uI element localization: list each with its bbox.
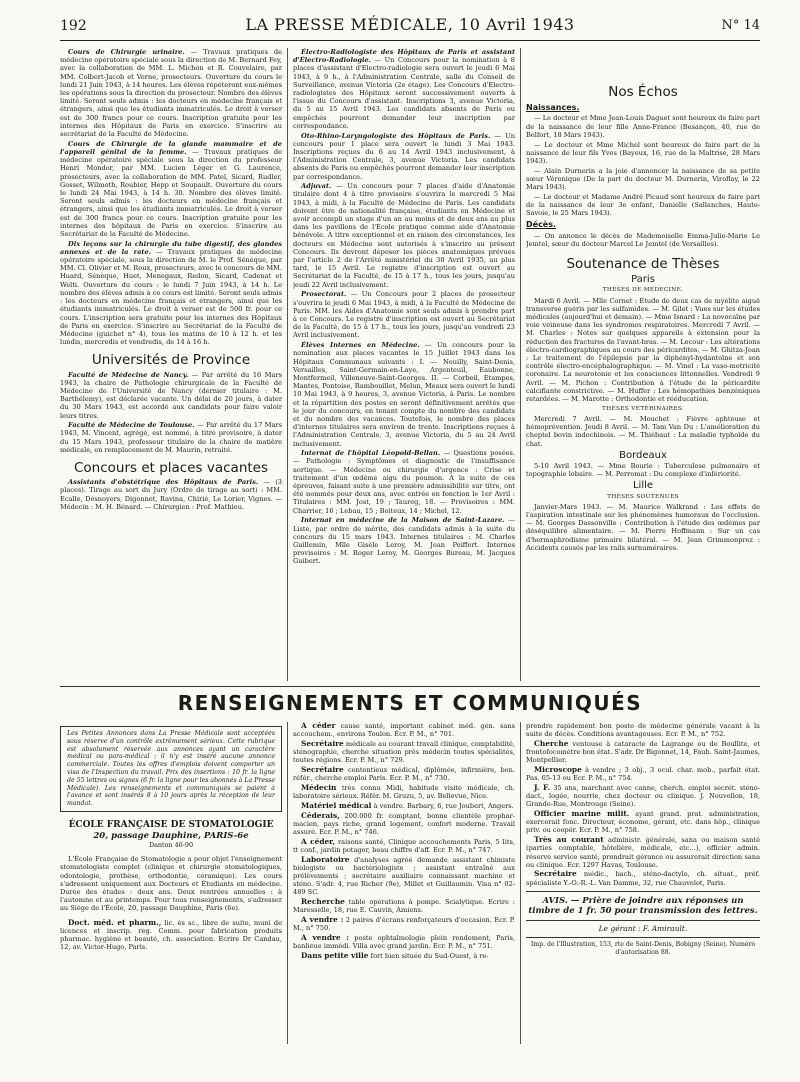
section-title-echos: Nos Échos xyxy=(608,84,678,100)
classified-ad: Céderais, 200.000 fr. comptant, bonne clientèle prophar-macien, pays riche, grand logement, confort moderne. Travail assuré. Ecr. P. M., n° 746. xyxy=(293,810,515,836)
article-prosectorat: Prosectorat. — Un Concours pour 2 places de prosecteur s'ouvrira le jeudi 6 Mai 1943, à midi, à la Faculté de Médecine de Paris. MM. les Aides d'Anatomie sont seuls admis à prendre part à ce Concours. Le registre d'inscription est ouvert au Secrétariat de la Faculté, de 15 à 17 h., tous les jours, jusqu'au vendredi 23 Avril inclusivement. xyxy=(293,290,515,340)
ads-notice-box: Les Petites Annonces dans La Presse Médicale sont acceptées sous réserve d'un contrôle extrêmement sérieux. Cette rubrique est absolument réservée aux annonces ayant un caractère médical ou para-médical ; il n'y est inséré aucune annonce commerciale. Toutes les offres d'emplois doivent comporter un visa de l'Inspection du travail. Prix des insertions : 10 fr. la ligne de 55 lettres ou signes (6 fr. la ligne pour les abonnés à La Presse Médicale). Les renseignements et communiqués se paient à l'avance et sont insérés 8 à 10 jours après la réception de leur mandat. xyxy=(60,726,282,812)
article-eleves-internes: Élèves Internes en Médecine. — Un concours pour la nomination aux places vacantes le 15 Juillet 1943 dans les Hôpitaux Communaux suivants : I. — Neuilly, Saint-Denis, Versailles, Saint-Germain-en-Laye, Argenteuil, Eaubonne, Montfermeil, Villeneuve-Saint-Georges. II. — Corbeil, Etampes, Mantes, Pontoise, Rambouillet, Melun, Meaux sera ouvert le lundi 10 Mai 1943, à 9 heures, 3, avenue Victoria, à Paris. Le nombre et la répartition des postes en seront définitivement arrêtés que le jour du concours, en tenant compte du nombre des candidats et du nombre des vacances. Toutefois, le nombre des places d'internes titulaires sera environ de trente. Inscriptions reçues à l'Administration Centrale, 3, avenue Victoria, du 5 au 24 Avril inclusivement. xyxy=(293,341,515,448)
ads-column-1 xyxy=(60,722,282,1042)
ecole-text: L'École Française de Stomatologie a pour objet l'enseignement stomatologiste complet (clinique et chirurgie stomatologiques, odontologie, prothèse, orthodontie, céramique). Les cours s'adressent uniquement aux Docteurs et Étudiants en médecine. Durée des études : deux ans. Deux rentrées annuelles : à l'automne et au printemps. Pour tous renseignements, s'adresser au Siège de l'École, 20, passage Dauphine, Paris (6e). xyxy=(60,855,282,913)
column-divider-3 xyxy=(287,722,288,1044)
imprint-line: Imp. de l'Illustration, 153, rte de Saint-Denis, Bobigny (Seine). Numéro d'autorisation 88. xyxy=(530,941,756,957)
ecole-title: ÉCOLE FRANÇAISE DE STOMATOLOGIE xyxy=(68,819,274,830)
classified-ad: A vendre : 2 paires d'écrans renforçateurs d'occasion. Ecr. P. M., n° 750. xyxy=(293,914,515,933)
section-title-theses: Soutenance de Thèses xyxy=(566,255,720,272)
bordeaux-theses: 5-10 Avril 1943. — Mme Bourie : Tuberculose pulmonaire et topographie lobaire. — M. Perromat : Du complexe d'infériorité. xyxy=(526,461,760,479)
column-2 xyxy=(293,48,515,688)
gerant-divider xyxy=(526,920,760,921)
ecole-phone: Danton 46-90 xyxy=(148,840,194,849)
classified-ad: A vendre : poste ophtalmologie plein rendement, Paris, banlieue immédi. Villa avec grand jardin. Ecr. P. M., n° 751. xyxy=(293,932,515,951)
classified-ad: A céder cause santé, important cabinet méd. gén. sans accouchem., environs Toulon. Écr. P. M., n° 701. xyxy=(293,722,515,739)
classified-ad: Matériel médical à vendre. Barbary, 6, rue Joubert, Angers. xyxy=(301,800,514,810)
classified-ad: Officier marine milit. ayant grand. prat. administration, exercerait fonc. Directeur, économe, gérant, etc. dans hôp., clinique priv. ou coopér. Ecr. P. M., n° 758. xyxy=(526,809,760,835)
classified-ad: Doct. méd. et pharm., lic. ès sc., libre de suite, muni de licences et inscrip. reg. Comm. pour fabrication produits pharmac. hygiène et beauté, ch. association. Ecrire Dr Candau, 12, av. Victor-Hugo, Paris. xyxy=(60,917,282,952)
ads-column-3 xyxy=(526,722,760,1044)
banner-renseignements: RENSEIGNEMENTS ET COMMUNIQUÉS xyxy=(177,691,643,715)
imprint-divider xyxy=(526,937,760,938)
paris-subtitle: THÈSES DE MÉDECINE. xyxy=(602,287,684,294)
column-divider-4 xyxy=(520,722,521,1044)
classified-ad: A céder, raisons santé, Clinique accouchements Paris, 5 lits, tt conf., jardin potager, beau chiffre d'aff. Ecr. P. M., n° 747. xyxy=(293,836,515,854)
classified-ad: Laboratoire d'analyses agréé demande assistant chimiste biologiste ou bactériologiste ; assistant entraîné aux prélèvements ; secrétaire auxiliaire connaissant machine et sténo. S'adr. 4, rue Richer (9e), Millet et Guillaumin. Visa n° 02-489 SC. xyxy=(293,854,515,897)
heading-deces: Décès. xyxy=(526,220,557,230)
classified-ad-continued: prendre rapidement bon poste de médecine générale vacant à la suite de décès. Conditions avantageuses. Ecr. P. M., n° 752. xyxy=(526,722,760,739)
vet-theses: Mercredi 7 Avril. — M. Mouchet : Fièvre aphteuse et hémoprévention. Jeudi 8 Avril. — M. Tam Van Du : L'amélioration du cheptel bovin indochinois. — M. Thiébaut : La maladie typhoïde du chat. xyxy=(526,414,760,448)
lille-subtitle: THÈSES SOUTENUES xyxy=(607,493,679,500)
column-divider-1 xyxy=(287,48,288,681)
journal-title: LA PRESSE MÉDICALE, 10 Avril 1943 xyxy=(245,15,575,34)
section-title-concours: Concours et places vacantes xyxy=(73,460,269,477)
article-mammaire: Cours de Chirurgie de la glande mammaire et de l'appareil génital de la femme. — Travaux pratiques de médecine opératoire spéciale sous la direction du professeur Henri Mondor, par MM. Lucien Léger et G. Laurence, prosecteurs, avec la collaboration de MM. Patel, Sicard, Rudler, Gosset, Wilmoth, Roubier, Hepp et Soupault. Ouverture du cours le lundi 24 Mai 1943, à 14 h. 30. Nombre des élèves limité. Seront seuls admis : les docteurs en médecine français et étrangers, ainsi que les étudiants immatriculés. Le droit à verser est de 300 francs pour ce cours. Inscription gratuite pour les internes des hôpitaux de Paris en exercice. S'inscrire au Secrétariat de la Faculté de Médecine. xyxy=(60,139,282,238)
classified-ad: Médecin très connu Midi, habitude visite médicale, ch. laboratoire sérieux. Référ. M. Gruzu, 5, av. Bellevue, Nice. xyxy=(293,782,515,801)
article-nancy: Faculté de Médecine de Nancy. — Par arrêté du 16 Mars 1943, la chaire de Pathologie chirurgicale de la Faculté de Médecine de l'Université de Nancy (dernier titulaire : M. Barthélemy), est déclarée vacante. Un délai de 20 jours, à dater du 30 Mars 1943, est accordé aux candidats pour faire valoir leurs titres. xyxy=(60,370,282,420)
article-tube-digestif: Dix leçons sur la chirurgie du tube digestif, des glandes annexes et de la rate. — Travaux pratiques de médecine opératoire spéciale, sous la direction de M. le Prof. Sénèque, par MM. Cl. Olivier et M. Roux, prosecteurs, avec le concours de MM. Huard, Sénèque, Huet, Menegaux, Redon, Sicard, Cadenat et Welti. Ouverture du cours : le lundi 7 Juin 1943, à 14 h. Le nombre des élèves admis à ce cours est limité. Seront seuls admis : les docteurs en médecine français et étrangers, ainsi que les étudiants immatriculés. Le droit à verser est de 500 fr. pour ce cours. L'inscription sera gratuite pour les internes des Hôpitaux de Paris en exercice. S'inscrire au Secrétariat de la Faculté de Médecine (guichet n° 4), tous les matins de 10 à 12 h. et les lundis, mercredis et vendredis, de 14 à 16 h. xyxy=(60,239,282,347)
ads-column-2 xyxy=(293,722,515,1044)
article-oto-rhino: Oto-Rhino-Laryngologiste des Hôpitaux de Paris. — Un concours pour 1 place sera ouvert le lundi 3 Mai 1943. Inscriptions reçues du 6 au 14 Avril 1943 inclusivement, à l'Administration Centrale, 3, avenue Victoria. Les candidats absents de Paris ou empêchés pourront demander leur inscription par correspondance. xyxy=(293,131,515,181)
classified-ad: Recherche table opérations à pompe. Scialytique. Ecrire : Maresselle, 18, rue E. Cauvin, Amiens. xyxy=(293,897,515,915)
vet-subtitle: THÈSES VÉTÉRINAIRES. xyxy=(601,405,685,412)
avis-notice: AVIS. — Prière de joindre aux réponses un timbre de 1 fr. 50 pour transmission des lettres. xyxy=(528,895,758,916)
city-paris: Paris xyxy=(631,274,655,286)
heading-naissances: Naissances. xyxy=(526,103,580,113)
city-bordeaux: Bordeaux xyxy=(619,449,667,461)
naissance-item: — Le docteur et Mme Michel sont heureux de faire part de la naissance de leur fils Yves (Bayeux, 16, rue de la Maltrise, 28 Mars 1943). xyxy=(526,140,760,165)
avis-divider xyxy=(526,891,760,892)
classified-ad: Cherche ventouse à cataracte de Lagrange ou de Boullite, et frontofocomètre bon état. S'adr. Dr Bigonnet, 14, Faub. Saint-Jaumes, Montpellier. xyxy=(526,738,760,765)
naissance-item: — Alain Durnerin a la joie d'annoncer la naissance de sa petite sœur Véronique (De la part du docteur M. Durnerin, Viroflay, le 22 Mars 1943). xyxy=(526,166,760,192)
gerant-line: Le gérant : F. Amirault. xyxy=(598,923,688,933)
article-electro-radiologie: Électro-Radiologiste des Hôpitaux de Paris et assistant d'Électro-Radiologie. — Un Concours pour la nomination à 8 places d'assistant d'Electro-radiologie sera ouvert le jeudi 6 Mai 1943, à 9 h., à l'Administration Centrale, salle du Conseil de Surveillance, avenue Victoria (2e étage). Les Concours d'Electro-radiologistes des Hôpitaux seront successivement ouverts à l'issue du Concours d'assistant. Inscriptions 3, avenue Victoria, du 5 au 15 Avril 1943. Les candidats absents de Paris ou empêchés pourront demander leur inscription par correspondance. xyxy=(293,48,515,130)
classified-ad: Très au courant administr. générale, sana ou maison santé (parties comptable, hôtelière, médicale, etc...), officier admin. réserve service santé, prendrait gérance ou assurerait direction sana ou clinique. Ecr. 1297 Havas, Toulouse. xyxy=(526,835,760,869)
paris-theses: Mardi 6 Avril. — Mlle Cornet : Étude de deux cas de myélite aiguë transverse guéris par les sulfamides. — M. Gilet : Vues sur les études médicales (aujourd'hui et demain). — Mme Isnard : La novocaïne par voie veineuse dans les syndromes respiratoires. Mercredi 7 Avril. — M. Charles : Notes sur quelques appareils à extension pour la réduction des fractures de l'avant-bras. — M. Lecour : Les altérations électro-cardiographiques au cours des péricardites. — M. Ghitza-Joan : Le traitement de l'épilepsie par la diphényl-hydantoïne et son contrôle électro-encéphalographique. — M. Vinel : La vaso-motricité coronaire. La neurotonie et les consciences littonnelles. Vendredi 9 Avril. — M. Pichon : Contribution à l'étude de la péricardite calcifiante constrictive. — M. Huffer : Les hémopathies benzéniques retardées. — M. Marotte : Orthodontie et rééducation. xyxy=(526,296,760,403)
article-adjuvat: Adjuvat. — Un concours pour 7 places d'aide d'Anatomie titulaire dont 4 à titre provisoire s'ouvrira le mercredi 5 Mai 1943, à midi, à la Faculté de Médecine de Paris. Les candidats doivent être de nationalité française, étudiants en Médecine et avoir accompli un stage d'un an au moins et de deux ans au plus dans les pavillons de l'Ecole pratique comme aide d'Anatomie bénévole. A titre exceptionnel et en raison des circonstances, les docteurs en Médecine sont autorisés à s'inscrire au présent Concours. Ils devront déposer les pièces anatomiques prévues par l'article 2 de l'Arrêté ministériel du 30 Avril 1935, au plus tard, le 15 Avril. Le registre d'inscription est ouvert au Secrétariat de la Faculté, de 15 à 17 h., tous les jours, jusqu'au jeudi 22 Avril inclusivement. xyxy=(293,182,515,289)
naissance-item: — Le docteur et Madame André Picaud sont heureux de faire part de la naissance de leur 3e enfant, Danielle (Sallanches, Haute-Savoie, le 25 Mars 1943). xyxy=(526,192,760,218)
issue-number: N° 14 xyxy=(721,18,760,33)
column-1 xyxy=(60,48,282,688)
article-toulouse: Faculté de Médecine de Toulouse. — Par arrêté du 17 Mars 1943, M. Vincent, agrégé, est nommé, à titre provisoire, à dater du 15 Mars 1943, professeur titulaire de la chaire de matière médicale, en remplacement de M. Maurin, retraité. xyxy=(60,421,282,454)
classified-ad: J. F. 35 ans, marchant avec canne, cherch. emploi secrét. sténo-dact., logée, nourrie, chez docteur ou clinique. J. Nouvellon, 18, Grande-Rue, Montrouge (Seine). xyxy=(526,782,760,809)
page-header xyxy=(60,14,760,41)
classified-ad: Secrétaire médic., bach., sténo-dactylo, ch. situat., préf. spécialiste Y.-O.-R.-L. Van Damme, 32, rue Chauvelot, Paris. xyxy=(526,869,760,887)
classified-ad: Dans petite ville fort bien située du Sud-Ouest, à re- xyxy=(301,950,489,960)
page-number: 192 xyxy=(60,18,87,34)
classified-ad: Secrétaire médicale au courant travail clinique, comptabilité, sténographie, cherche situation près médecin toutes spécialités, toutes régions. Ecr. P. M., n° 729. xyxy=(293,738,515,765)
article-leopold-bellan: Internat de l'hôpital Léopold-Bellan. — Questions posées. — Pathologie : Symptômes et diagnostic de l'insuffisance aortique. — Médecine ou chirurgie d'urgence : Crise et traitement d'un œdème aigu du poumon. A la suite de ces épreuves, faisant suite à une première admissibilité sur titre, ont été nommés pour deux ans, avec entrée en fonction le 1er Avril : Titulaires : MM. Jost, 19 ; Taureg, 18. — Provisoires : MM. Charrier, 16 ; Lebau, 15 ; Boiteux, 14 ; Michel, 12. xyxy=(293,449,515,515)
classified-ad: Secrétaire contentieux médical, diplômée, infirmière, bon. référ., cherche emploi Paris. Ecr. P. M., n° 730. xyxy=(293,765,515,783)
ecole-address: 20, passage Dauphine, PARIS-6e xyxy=(93,830,249,841)
article-saint-lazare: Internat en médecine de la Maison de Saint-Lazare. — Liste, par ordre de mérite, des candidats admis à la suite du concours du 15 mars 1943. Internes titulaires : M. Charles Guillemin, Mlle Gisèle Leroy, M. Jean Peiffert. Internes provisoires : M. Roger Leroy, M. Georges Bureau, M. Jacques Guibert. xyxy=(293,516,515,566)
column-3 xyxy=(526,48,760,688)
article-obstetrique: Assistants d'obstétrique des Hôpitaux de Paris. — (3 places). Tirage au sort du Jury (Ordre de tirage au sort) : MM. Ecalle, Desnoyers, Digonnet, Ravina, Chirié, Le Lorier, Vignes. — Médecin : M. H. Bénard. — Chirurgien : Prof. Mathieu. xyxy=(60,478,282,511)
deces-item: — On annonce le décès de Mademoiselle Emma-Julie-Marie Le Jemtel, sœur du docteur Marcel Le Jemtel (de Versailles). xyxy=(526,231,760,248)
section-divider xyxy=(60,686,760,687)
section-title-universites: Universités de Province xyxy=(91,352,251,369)
lille-theses: Janvier-Mars 1943. — M. Maurice Walkrand : Les effets de l'aspiration intestinale sur les phénomènes humoraux de l'occlusion. — M. Georges Dassonville : Contribution à l'étude des œdèmes par déséquilibre alimentaire. — M. Pierre Hoffmann : Sur un cas d'hermaphrodisme primaire bilatéral. — M. Jean Grimmonprez : Accidents causés par les rails surnuméraires. xyxy=(526,502,760,552)
column-divider-2 xyxy=(520,48,521,681)
classified-ad: Microscope à vendre ; 3 obj., 3 ocul. char. mob., parfait état. Pas. 65-13 ou Ecr. P. M., n° 754. xyxy=(526,765,760,783)
article-urinaire: Cours de Chirurgie urinaire. — Travaux pratiques de médecine opératoire spéciale sous la direction de M. Bernard Fey, avec la collaboration de MM. L. Michon et R. Couvelaire, par MM. Colbert-Jacob et Verne, prosecteurs. Ouverture du cours le lundi 21 Juin 1943, à 14 heures. Les élèves répéteront eux-mêmes les opérations sous la direction du prosecteur. Nombre des élèves limité. Seront seuls admis : les docteurs en médecine français et étrangers, ainsi que les étudiants immatriculés. Le droit à verser est de 300 francs pour ce cours. Inscription gratuite pour les internes des Hôpitaux de Paris en exercice. S'inscrire au secrétariat de la Faculté de Médecine. xyxy=(60,48,282,139)
naissance-item: — Le docteur et Mme Jean-Louis Daguet sont heureux de faire part de la naissance de leur fille Anne-France (Besançon, 40, rue de Belfort, 18 Mars 1943). xyxy=(526,114,760,139)
city-lille: Lille xyxy=(632,480,654,492)
